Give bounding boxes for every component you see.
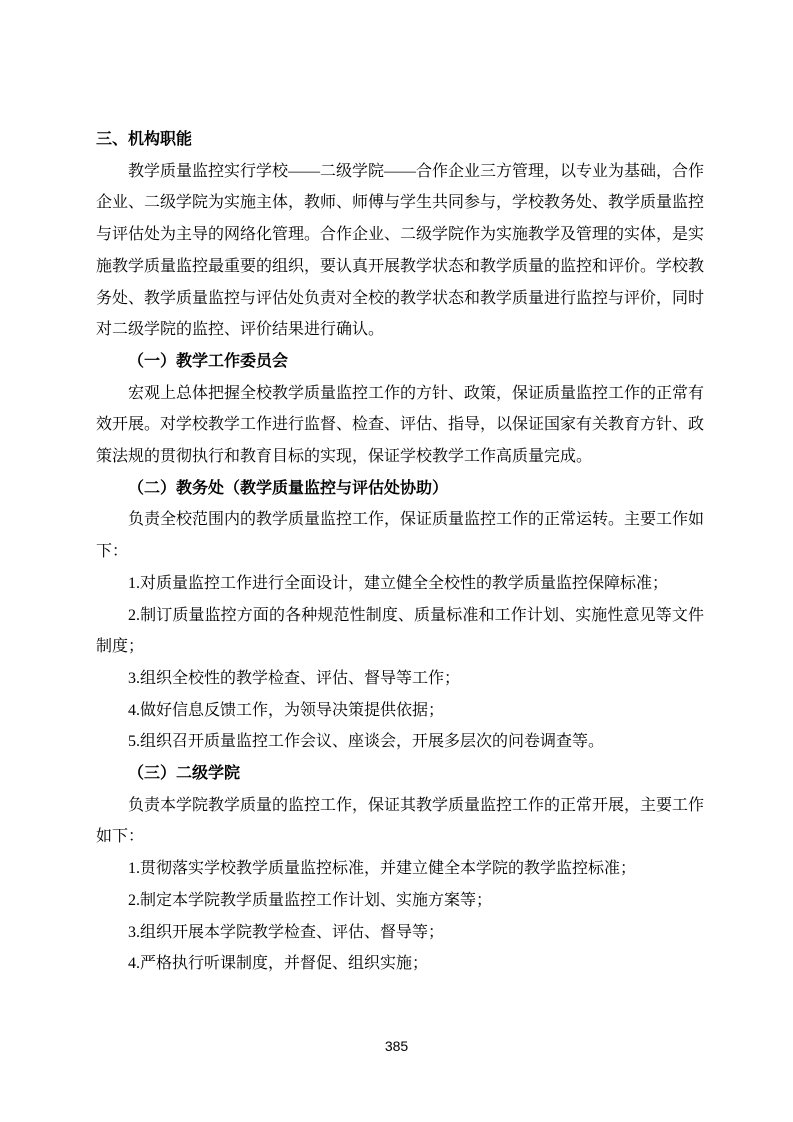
list-item: 4.做好信息反馈工作，为领导决策提供依据； xyxy=(128,701,445,719)
list-item: 1.贯彻落实学校教学质量监控标准，并建立健全本学院的教学监控标准； xyxy=(128,860,637,878)
paragraph: 宏观上总体把握全校教学质量监控工作的方针、政策，保证质量监控工作的正常有效开展。对学校教学工作进行监督、检查、评估、指导，以保证国家有关教育方针、政策法规的贯彻执行和教育目标的实现，保证学校教学工作高质量完成。 xyxy=(96,384,705,466)
page-title: 三、机构职能 xyxy=(96,131,193,148)
list-item: 2.制订质量监控方面的各种规范性制度、质量标准和工作计划、实施性意见等文件制度； xyxy=(96,606,704,656)
list-item: 5.组织召开质量监控工作会议、座谈会，开展多层次的问卷调查等。 xyxy=(128,733,605,751)
page-footer xyxy=(0,1036,793,1056)
document-body xyxy=(96,124,704,980)
paragraph: 负责本学院教学质量的监控工作，保证其教学质量监控工作的正常开展，主要工作如下： xyxy=(96,796,705,846)
paragraph: 教学质量监控实行学校——二级学院——合作企业三方管理，以专业为基础，合作企业、二级学院为实施主体，教师、师傅与学生共同参与，学校教务处、教学质量监控与评估处为主导的网络化管理。合作企业、二级学院作为实施教学及管理的实体，是实施教学质量监控最重要的组织，要认真开展教学状态和教学质量的监控和评价。学校教务处、教学质量监控与评估处负责对全校的教学状态和教学质量进行监控与评价，同时对二级学院的监控、评价结果进行确认。 xyxy=(96,162,705,339)
page-number: 385 xyxy=(384,1038,409,1054)
list-item: 1.对质量监控工作进行全面设计，建立健全全校性的教学质量监控保障标准； xyxy=(128,574,669,592)
section-heading: （三）二级学院 xyxy=(128,765,241,783)
list-item: 3.组织开展本学院教学检查、评估、督导等； xyxy=(128,923,445,941)
paragraph: 负责全校范围内的教学质量监控工作，保证质量监控工作的正常运转。主要工作如下： xyxy=(96,511,705,561)
section-heading: （二）教务处（教学质量监控与评估处协助） xyxy=(128,479,449,497)
list-item: 2.制定本学院教学质量监控工作计划、实施方案等； xyxy=(128,891,493,909)
section-heading: （一）教学工作委员会 xyxy=(128,352,289,370)
list-item: 3.组织全校性的教学检查、评估、督导等工作； xyxy=(128,669,461,687)
list-item: 4.严格执行听课制度，并督促、组织实施； xyxy=(128,955,429,973)
